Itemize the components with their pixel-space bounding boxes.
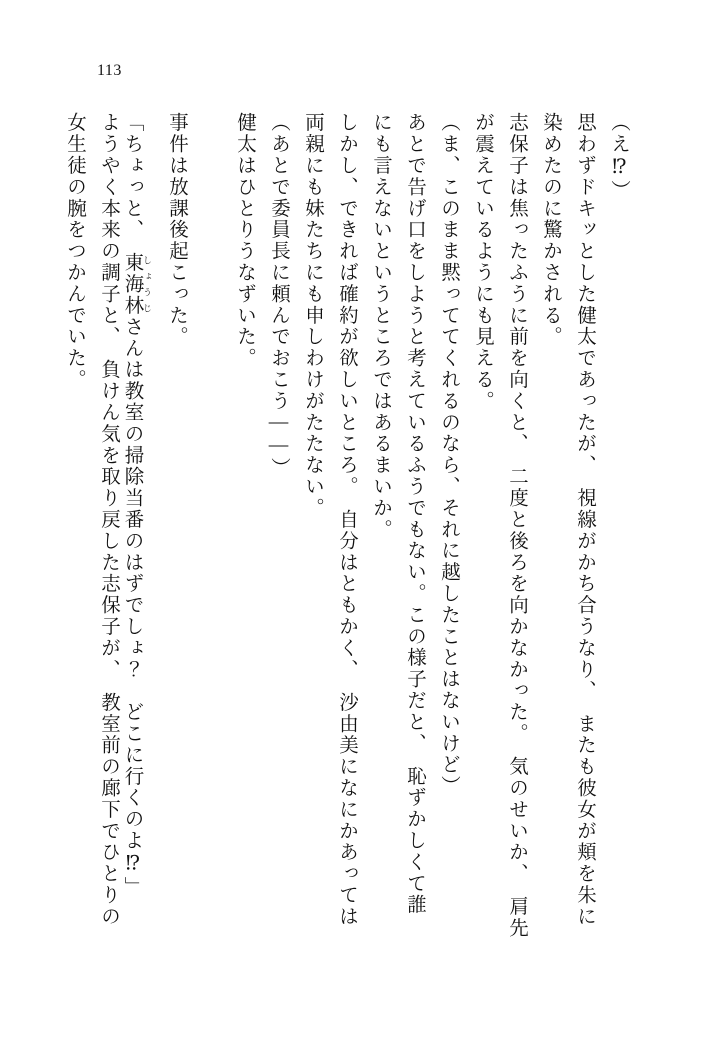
text-column: 染めたのに驚かされる。 xyxy=(540,112,561,348)
text-column: しかし、できれば確約が欲しいところ。 自分はともかく、 沙由美になにかあっては xyxy=(336,112,357,928)
text-column: 両親にも妹たちにも申しわけがたたない。 xyxy=(302,112,323,519)
ruby-furigana: しょうじ xyxy=(142,252,152,317)
page-number: 113 xyxy=(97,62,122,79)
text-column: （ま、このまま黙っててくれるのなら、それに越したことはないけど） xyxy=(438,112,459,797)
dialogue-suffix: さんは教室の掃除当番のはずでしょ？ どこに行くのよ⁉」 xyxy=(121,316,143,898)
dialogue-prefix: 「ちょっと、 xyxy=(121,112,143,253)
text-column: 志保子は焦ったふうに前を向くと、 二度と後ろを向かなかった。 気のせいか、 肩先 xyxy=(506,112,527,939)
text-column: ようやく本来の調子と、 負けん気を取り戻した志保子が、 教室前の廊下でひとりの xyxy=(98,112,119,928)
text-column: 事件は放課後起こった。 xyxy=(166,112,187,348)
ruby-base: 東海林 xyxy=(121,252,143,317)
text-column: あとで告げ口をしようと考えているふうでもない。この様子だと、 恥ずかしくて誰 xyxy=(404,112,425,916)
text-column: （あとで委員長に頼んでおこう――） xyxy=(268,112,289,479)
text-column: 思わずドキッとした健太であったが、 視線がかち合うなり、 またも彼女が頬を朱に xyxy=(574,112,595,928)
text-column: 健太はひとりうなずいた。 xyxy=(234,112,255,369)
vertical-text-body xyxy=(64,112,629,952)
text-column: にも言えないというところではあるまいか。 xyxy=(370,112,391,540)
ruby-annotation xyxy=(121,252,152,317)
text-column-with-ruby xyxy=(118,112,152,952)
text-column: が震えているようにも見える。 xyxy=(472,112,493,412)
text-column-blank xyxy=(186,112,220,952)
text-column: 女生徒の腕をつかんでいた。 xyxy=(64,112,85,391)
text-column: （え⁉） xyxy=(608,112,629,202)
